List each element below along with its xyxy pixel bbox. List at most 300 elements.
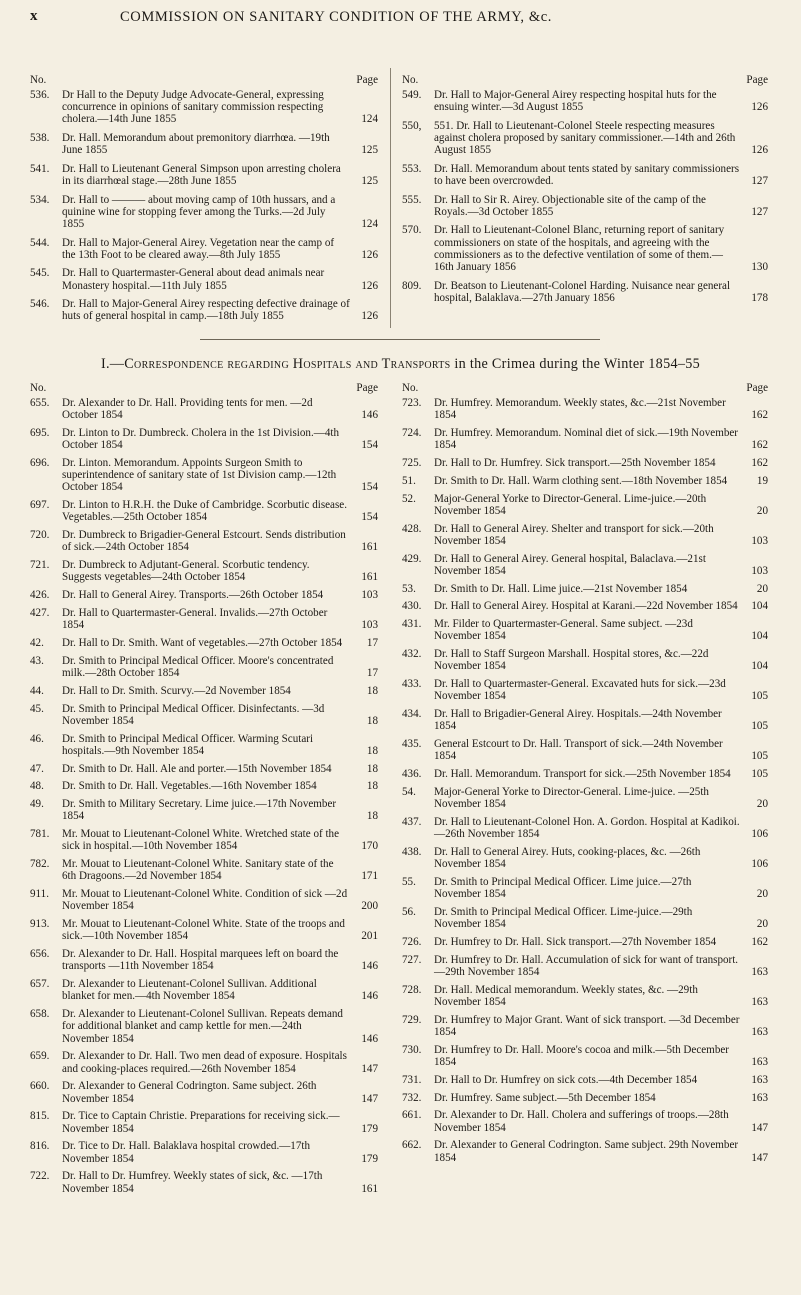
index-entry: [402, 708, 770, 732]
entry-text: Dr. Hall to Lieutenant-Colonel Hon. A. Gordon. Hospital at Kadikoi.—26th November 1854: [434, 815, 740, 841]
entry-text: Dr. Hall to General Airey. Hospital at Karani.—22d November 1854: [434, 600, 738, 613]
entry-number: 52.: [402, 492, 416, 505]
entry-text: Dr. Alexander to Lieutenant-Colonel Sullivan. Repeats demand for additional blanket and camp kettle for men.—24th November 1854: [62, 1008, 343, 1045]
entry-text: Dr. Linton to H.R.H. the Duke of Cambridge. Scorbutic disease. Vegetables.—25th October 1854: [62, 499, 347, 524]
no-label: No.: [402, 382, 419, 394]
entry-page: 162: [751, 409, 768, 422]
index-entry: [30, 237, 380, 261]
index-entry: [402, 475, 770, 487]
index-entry: [30, 703, 380, 727]
index-entry: [30, 888, 380, 912]
index-entry: [402, 1109, 770, 1133]
index-entry: [402, 954, 770, 978]
entry-number: 727.: [402, 953, 422, 966]
index-entry: [30, 559, 380, 583]
entry-page: 147: [361, 1092, 378, 1105]
entry-text: Dr. Linton to Dr. Dumbreck. Cholera in the 1st Division.—4th October 1854: [62, 427, 340, 452]
column-divider: [390, 68, 391, 328]
entry-text: Dr. Hall to General Airey. Huts, cooking-places, &c. —26th November 1854: [434, 845, 701, 871]
page-label: Page: [746, 382, 768, 394]
entry-page: 20: [756, 888, 768, 901]
entry-text: Mr. Mouat to Lieutenant-Colonel White. Sanitary state of the 6th Dragoons.—2d November 1854: [62, 858, 334, 883]
entry-number: 726.: [402, 935, 422, 948]
entry-number: 433.: [402, 678, 422, 691]
index-entry: [402, 738, 770, 762]
index-entry: [30, 918, 380, 942]
entry-text: Dr. Humfrey to Major Grant. Want of sick transport. —3d December 1854: [434, 1013, 740, 1038]
index-entry: [402, 846, 770, 870]
index-entry: [30, 1050, 380, 1074]
page-marker: x: [30, 8, 38, 24]
index-entry: [30, 89, 380, 126]
entry-text: Dr. Humfrey to Dr. Hall. Moore's cocoa and milk.—5th December 1854: [434, 1043, 729, 1068]
entry-number: 46.: [30, 732, 44, 745]
entry-text: Dr. Humfrey to Dr. Hall. Sick transport.—27th November 1854: [434, 935, 717, 948]
entry-number: 570.: [402, 224, 422, 237]
index-entry: [402, 1092, 770, 1104]
entry-text: Dr. Smith to Dr. Hall. Vegetables.—16th November 1854: [62, 780, 317, 793]
entry-text: Dr. Beatson to Lieutenant-Colonel Harding. Nuisance near general hospital, Balaklava.—27th January 1856: [434, 279, 731, 304]
entry-text: Dr. Hall to General Airey. Shelter and transport for sick.—20th November 1854: [434, 522, 714, 547]
section-prefix: I.—: [100, 356, 125, 372]
entry-text: Dr. Hall to Major-General Airey respecting defective drainage of huts of general hospital in camp.—18th July 1855: [62, 298, 350, 323]
entry-number: 546.: [30, 298, 50, 311]
entry-text: Major-General Yorke to Director-General. Lime-juice.—20th November 1854: [434, 492, 707, 517]
entry-text: Mr. Mouat to Lieutenant-Colonel White. Condition of sick —2d November 1854: [62, 888, 348, 913]
entry-text: Dr. Smith to Military Secretary. Lime juice.—17th November 1854: [62, 798, 337, 823]
entry-page: 126: [361, 248, 378, 261]
index-entry: [402, 876, 770, 900]
entry-text: Dr. Dumbreck to Adjutant-General. Scorbutic tendency. Suggests vegetables—24th October 1854: [62, 559, 310, 584]
entry-text: Dr. Dumbreck to Brigadier-General Estcourt. Sends distribution of sick.—24th October 1854: [62, 529, 346, 554]
page-label: Page: [356, 382, 378, 394]
entry-text: 551. Dr. Hall to Lieutenant-Colonel Steele respecting measures against cholera proposed by sanitary commissioner.—14th and 26th August 1855: [434, 119, 736, 157]
entry-number: 549.: [402, 89, 422, 101]
entry-number: 545.: [30, 267, 50, 280]
entry-number: 431.: [402, 618, 422, 631]
entry-text: Dr. Hall to Major-General Airey respecting hospital huts for the ensuing winter.—3d August 1855: [434, 89, 717, 114]
entry-number: 56.: [402, 905, 416, 918]
entry-number: 913.: [30, 918, 50, 931]
entry-number: 534.: [30, 193, 50, 206]
entry-page: 106: [751, 828, 768, 841]
entry-number: 730.: [402, 1043, 422, 1056]
index-entry: [402, 816, 770, 840]
index-entry: [30, 267, 380, 291]
entry-page: 124: [361, 113, 378, 126]
index-entry: [30, 780, 380, 792]
index-entry: [402, 1014, 770, 1038]
index-entry: [402, 1139, 770, 1163]
entry-number: 723.: [402, 397, 422, 409]
entry-text: Dr. Smith to Dr. Hall. Warm clothing sent.—18th November 1854: [434, 474, 728, 487]
index-entry: [402, 553, 770, 577]
entry-page: 146: [361, 990, 378, 1003]
entry-page: 126: [751, 144, 768, 157]
index-entry: [30, 685, 380, 697]
entry-text: Dr. Humfrey to Dr. Hall. Accumulation of sick for want of transport.—29th November 1854: [434, 953, 739, 978]
no-label: No.: [402, 74, 419, 86]
entry-number: 697.: [30, 499, 50, 512]
entry-text: Dr. Smith to Dr. Hall. Ale and porter.—15th November 1854: [62, 762, 332, 775]
index-entry: [30, 529, 380, 553]
entry-number: 550,: [402, 119, 422, 132]
entry-page: 18: [366, 810, 378, 823]
entry-number: 809.: [402, 279, 422, 292]
entry-page: 146: [361, 409, 378, 422]
entry-page: 125: [361, 144, 378, 157]
entry-page: 105: [751, 750, 768, 763]
entry-text: Dr. Humfrey. Memorandum. Nominal diet of sick.—19th November 1854: [434, 427, 738, 452]
entry-number: 428.: [402, 522, 422, 535]
entry-text: Dr. Alexander to Dr. Hall. Providing tents for men. —2d October 1854: [62, 397, 313, 422]
entry-number: 435.: [402, 738, 422, 751]
entry-page: 20: [756, 918, 768, 931]
entry-text: Dr. Hall to Sir R. Airey. Objectionable site of the camp of the Royals.—3d October 1855: [434, 193, 706, 218]
section-heading: [0, 356, 801, 373]
entry-page: 103: [751, 564, 768, 577]
index-entry: [30, 589, 380, 601]
index-entry: [402, 280, 770, 304]
entry-text: Dr. Smith to Principal Medical Officer. Moore's concentrated milk.—28th October 1854: [62, 654, 334, 679]
index-entry: [402, 906, 770, 930]
entry-page: 162: [751, 457, 768, 469]
column-header: [402, 74, 770, 88]
index-entry: [402, 786, 770, 810]
entry-number: 426.: [30, 589, 50, 602]
index-entry: [402, 163, 770, 187]
entry-text: Dr. Hall to General Airey. General hospital, Balaclava.—21st November 1854: [434, 552, 706, 577]
index-entry: [30, 163, 380, 187]
entry-page: 103: [361, 589, 378, 602]
entry-page: 147: [361, 1062, 378, 1075]
entry-text: General Estcourt to Dr. Hall. Transport of sick.—24th November 1854: [434, 738, 723, 763]
entry-number: 655.: [30, 397, 50, 409]
entry-page: 18: [366, 684, 378, 697]
entry-page: 161: [361, 541, 378, 554]
index-entry: [30, 858, 380, 882]
entry-text: Dr Hall to the Deputy Judge Advocate-General, expressing concurrence in opinions of sanitary commission respecting cholera.—14th June 1855: [62, 89, 324, 126]
entry-number: 661.: [402, 1109, 422, 1122]
entry-number: 782.: [30, 858, 50, 871]
entry-page: 125: [361, 175, 378, 187]
entry-number: 695.: [30, 427, 50, 439]
entry-text: Dr. Hall. Memorandum. Transport for sick.—25th November 1854: [434, 768, 731, 781]
entry-page: 20: [756, 504, 768, 517]
entry-text: Dr. Hall to Brigadier-General Airey. Hospitals.—24th November 1854: [434, 708, 722, 733]
index-entry: [402, 397, 770, 421]
entry-page: 163: [751, 1055, 768, 1068]
entry-page: 19: [756, 474, 768, 487]
entry-page: 127: [751, 205, 768, 218]
entry-page: 178: [751, 291, 768, 304]
index-entry: [402, 1074, 770, 1086]
index-entry: [30, 1008, 380, 1045]
entry-text: Dr. Hall to General Airey. Transports.—26th October 1854: [62, 589, 324, 602]
entry-text: Dr. Tice to Dr. Hall. Balaklava hospital crowded.—17th November 1854: [62, 1140, 311, 1165]
entry-page: 104: [751, 630, 768, 643]
index-entry: [402, 120, 770, 157]
entry-page: 104: [751, 660, 768, 673]
entry-number: 438.: [402, 845, 422, 858]
entry-number: 911.: [30, 888, 50, 901]
entry-page: 161: [361, 571, 378, 584]
index-entry: [402, 457, 770, 469]
index-entry: [402, 618, 770, 642]
entry-page: 126: [751, 101, 768, 114]
entry-page: 18: [366, 780, 378, 793]
entry-page: 105: [751, 720, 768, 733]
entry-number: 656.: [30, 948, 50, 961]
section-rule: [200, 339, 600, 340]
entry-text: Dr. Smith to Dr. Hall. Lime juice.—21st November 1854: [434, 582, 688, 595]
entry-text: Dr. Smith to Principal Medical Officer. Disinfectants. —3d November 1854: [62, 702, 325, 727]
entry-text: Dr. Hall to Dr. Smith. Want of vegetables.—27th October 1854: [62, 637, 343, 649]
index-entry: [402, 600, 770, 612]
entry-text: Dr. Hall to Dr. Humfrey. Weekly states of sick, &c. —17th November 1854: [62, 1170, 323, 1195]
index-entry: [402, 427, 770, 451]
entry-number: 42.: [30, 637, 44, 649]
section-suffix: in the Crimea during the Winter 1854–55: [450, 356, 701, 372]
index-entry: [402, 768, 770, 780]
index-entry: [30, 733, 380, 757]
entry-number: 436.: [402, 768, 422, 781]
section-caps: Correspondence regarding Hospitals and Transports: [124, 356, 451, 372]
entry-page: 163: [751, 965, 768, 978]
entry-text: Dr. Hall to Staff Surgeon Marshall. Hospital stores, &c.—22d November 1854: [434, 648, 709, 673]
entry-number: 724.: [402, 427, 422, 439]
entry-page: 126: [361, 279, 378, 292]
column-header: [402, 382, 770, 396]
entry-text: Dr. Hall. Medical memorandum. Weekly states, &c. —29th November 1854: [434, 983, 698, 1008]
entry-page: 154: [361, 511, 378, 524]
index-entry: [30, 798, 380, 822]
entry-page: 146: [361, 960, 378, 973]
index-entry: [30, 978, 380, 1002]
entry-text: Major-General Yorke to Director-General. Lime-juice. —25th November 1854: [434, 785, 709, 811]
entry-number: 44.: [30, 684, 44, 697]
entry-number: 555.: [402, 193, 422, 206]
entry-page: 162: [751, 439, 768, 452]
entry-text: Dr. Smith to Principal Medical Officer. Lime-juice.—29th November 1854: [434, 905, 693, 931]
entry-number: 437.: [402, 815, 422, 828]
entry-page: 104: [751, 600, 768, 613]
entry-page: 20: [756, 798, 768, 811]
entry-page: 17: [366, 667, 378, 679]
entry-page: 179: [361, 1152, 378, 1165]
entry-number: 728.: [402, 983, 422, 996]
entry-text: Dr. Alexander to General Codrington. Same subject. 26th November 1854: [62, 1080, 317, 1105]
entry-text: Dr. Hall to Major-General Airey. Vegetation near the camp of the 13th Foot to be cleared away.—8th July 1855: [62, 236, 335, 261]
entry-number: 696.: [30, 457, 50, 469]
entry-text: Dr. Hall to ——— about moving camp of 10th hussars, and a quinine wine for stopping fever among the Turks.—2d July 1855: [62, 193, 336, 230]
entry-text: Dr. Alexander to Dr. Hall. Hospital marquees left on board the transports —11th November 1854: [62, 948, 339, 973]
running-header: [30, 8, 770, 30]
entry-page: 103: [751, 534, 768, 547]
entry-number: 429.: [402, 552, 422, 565]
entry-text: Dr. Hall to Dr. Smith. Scurvy.—2d November 1854: [62, 684, 291, 697]
index-entry: [402, 194, 770, 218]
index-entry: [402, 224, 770, 273]
entry-number: 55.: [402, 875, 416, 888]
index-entry: [30, 1110, 380, 1134]
entry-page: 20: [756, 582, 768, 595]
entry-text: Dr. Alexander to Dr. Hall. Two men dead of exposure. Hospitals and cooking-places required.—26th November 1854: [62, 1050, 347, 1075]
entry-text: Dr. Alexander to General Codrington. Same subject. 29th November 1854: [434, 1139, 739, 1164]
index-entry: [402, 678, 770, 702]
entry-page: 154: [361, 439, 378, 452]
entry-text: Dr. Smith to Principal Medical Officer. Lime juice.—27th November 1854: [434, 875, 692, 901]
entry-number: 544.: [30, 236, 50, 249]
entry-number: 721.: [30, 559, 50, 572]
entry-number: 660.: [30, 1080, 50, 1093]
entry-number: 432.: [402, 648, 422, 661]
entry-page: 154: [361, 481, 378, 494]
index-entry: [402, 648, 770, 672]
index-entry: [30, 457, 380, 494]
running-title: COMMISSION ON SANITARY CONDITION OF THE ARMY, &c.: [120, 9, 552, 25]
entry-number: 51.: [402, 474, 416, 487]
entry-page: 147: [751, 1151, 768, 1164]
no-label: No.: [30, 74, 47, 86]
entry-page: 200: [361, 900, 378, 913]
no-label: No.: [30, 382, 47, 394]
index-entry: [30, 397, 380, 421]
entry-text: Mr. Mouat to Lieutenant-Colonel White. State of the troops and sick.—10th November 1854: [62, 918, 345, 943]
entry-page: 106: [751, 858, 768, 871]
entry-text: Dr. Hall to Lieutenant-Colonel Blanc, returning report of sanitary commissioners on state of the hospitals, and agreeing with the commissioners as to the defective ventilation of some of them.—16th January 1856: [434, 224, 725, 273]
page-label: Page: [746, 74, 768, 86]
index-entry: [30, 194, 380, 231]
index-entry: [30, 828, 380, 852]
entry-text: Dr. Humfrey. Memorandum. Weekly states, &c.—21st November 1854: [434, 397, 726, 422]
entry-page: 18: [366, 744, 378, 757]
index-entry: [30, 1140, 380, 1164]
index-entry: [402, 583, 770, 595]
entry-text: Dr. Linton. Memorandum. Appoints Surgeon Smith to superintendence of sanitary state of 1st Division camp.—12th October 1854: [62, 457, 337, 494]
entry-number: 720.: [30, 529, 50, 542]
index-entry: [402, 89, 770, 113]
entry-page: 201: [361, 930, 378, 943]
entry-number: 47.: [30, 762, 44, 775]
index-entry: [402, 1044, 770, 1068]
entry-number: 434.: [402, 708, 422, 721]
top-right-column: [402, 74, 770, 310]
entry-page: 103: [361, 619, 378, 632]
entry-page: 163: [751, 1073, 768, 1086]
entry-text: Mr. Filder to Quartermaster-General. Same subject. —23d November 1854: [434, 618, 693, 643]
entry-text: Dr. Hall to Quartermaster-General about dead animals near Monastery hospital.—11th July 1855: [62, 267, 325, 292]
index-entry: [30, 1080, 380, 1104]
entry-number: 541.: [30, 162, 50, 175]
entry-text: Mr. Mouat to Lieutenant-Colonel White. Wretched state of the sick in hospital.—10th November 1854: [62, 828, 340, 853]
entry-text: Dr. Hall to Dr. Humfrey. Sick transport.—25th November 1854: [434, 457, 716, 469]
entry-page: 162: [751, 935, 768, 948]
entry-page: 163: [751, 1091, 768, 1104]
column-header: [30, 74, 380, 88]
entry-number: 45.: [30, 702, 44, 715]
entry-page: 179: [361, 1122, 378, 1135]
index-entry: [30, 763, 380, 775]
top-left-column: [30, 74, 380, 329]
index-entry: [30, 655, 380, 679]
entry-page: 124: [361, 218, 378, 230]
entry-text: Dr. Hall to Lieutenant General Simpson upon arresting cholera in its diarrhœal stage.—28th June 1855: [62, 162, 341, 187]
index-entry: [402, 523, 770, 547]
right-index-column: [402, 382, 770, 1169]
page-label: Page: [356, 74, 378, 86]
entry-page: 163: [751, 1025, 768, 1038]
entry-number: 53.: [402, 582, 416, 595]
entry-number: 781.: [30, 828, 50, 841]
left-index-column: [30, 382, 380, 1200]
entry-page: 17: [366, 637, 378, 649]
index-entry: [30, 298, 380, 322]
index-entry: [30, 499, 380, 523]
entry-text: Dr. Hall to Quartermaster-General. Invalids.—27th October 1854: [62, 607, 328, 632]
entry-number: 732.: [402, 1091, 422, 1104]
index-entry: [30, 948, 380, 972]
column-header: [30, 382, 380, 396]
entry-page: 105: [751, 690, 768, 703]
index-entry: [30, 1170, 380, 1194]
entry-number: 729.: [402, 1013, 422, 1026]
entry-text: Dr. Hall to Quartermaster-General. Excavated huts for sick.—23d November 1854: [434, 678, 726, 703]
entry-number: 662.: [402, 1139, 422, 1152]
index-entry: [402, 984, 770, 1008]
entry-page: 170: [361, 840, 378, 853]
entry-text: Dr. Alexander to Dr. Hall. Cholera and sufferings of troops.—28th November 1854: [434, 1109, 729, 1134]
entry-number: 659.: [30, 1050, 50, 1063]
entry-number: 731.: [402, 1073, 422, 1086]
entry-page: 127: [751, 175, 768, 187]
entry-number: 815.: [30, 1110, 50, 1123]
entry-text: Dr. Smith to Principal Medical Officer. Warming Scutari hospitals.—9th November 1854: [62, 732, 314, 757]
entry-number: 553.: [402, 162, 422, 175]
entry-number: 816.: [30, 1140, 50, 1153]
index-entry: [402, 936, 770, 948]
entry-page: 130: [751, 261, 768, 273]
entry-text: Dr. Alexander to Lieutenant-Colonel Sullivan. Additional blanket for men.—4th November 1854: [62, 978, 317, 1003]
entry-page: 18: [366, 762, 378, 775]
entry-text: Dr. Humfrey. Same subject.—5th December 1854: [434, 1091, 656, 1104]
index-entry: [30, 132, 380, 156]
entry-number: 538.: [30, 132, 50, 144]
entry-number: 725.: [402, 457, 422, 469]
entry-number: 43.: [30, 654, 44, 667]
entry-page: 163: [751, 995, 768, 1008]
entry-text: Dr. Hall. Memorandum about tents stated by sanitary commissioners to have been overcrowded.: [434, 162, 740, 187]
index-entry: [30, 607, 380, 631]
entry-number: 430.: [402, 600, 422, 613]
entry-text: Dr. Hall. Memorandum about premonitory diarrhœa. —19th June 1855: [62, 132, 330, 157]
index-entry: [402, 493, 770, 517]
entry-text: Dr. Hall to Dr. Humfrey on sick cots.—4th December 1854: [434, 1073, 698, 1086]
entry-page: 126: [361, 310, 378, 323]
entry-page: 105: [751, 768, 768, 781]
entry-number: 657.: [30, 978, 50, 991]
entry-number: 658.: [30, 1008, 50, 1021]
entry-page: 171: [361, 870, 378, 883]
entry-number: 536.: [30, 89, 50, 101]
entry-text: Dr. Tice to Captain Christie. Preparations for receiving sick.—November 1854: [62, 1110, 340, 1135]
entry-page: 147: [751, 1121, 768, 1134]
entry-page: 161: [361, 1182, 378, 1195]
entry-number: 54.: [402, 785, 416, 798]
entry-page: 18: [366, 714, 378, 727]
index-entry: [30, 637, 380, 649]
entry-number: 427.: [30, 607, 50, 619]
